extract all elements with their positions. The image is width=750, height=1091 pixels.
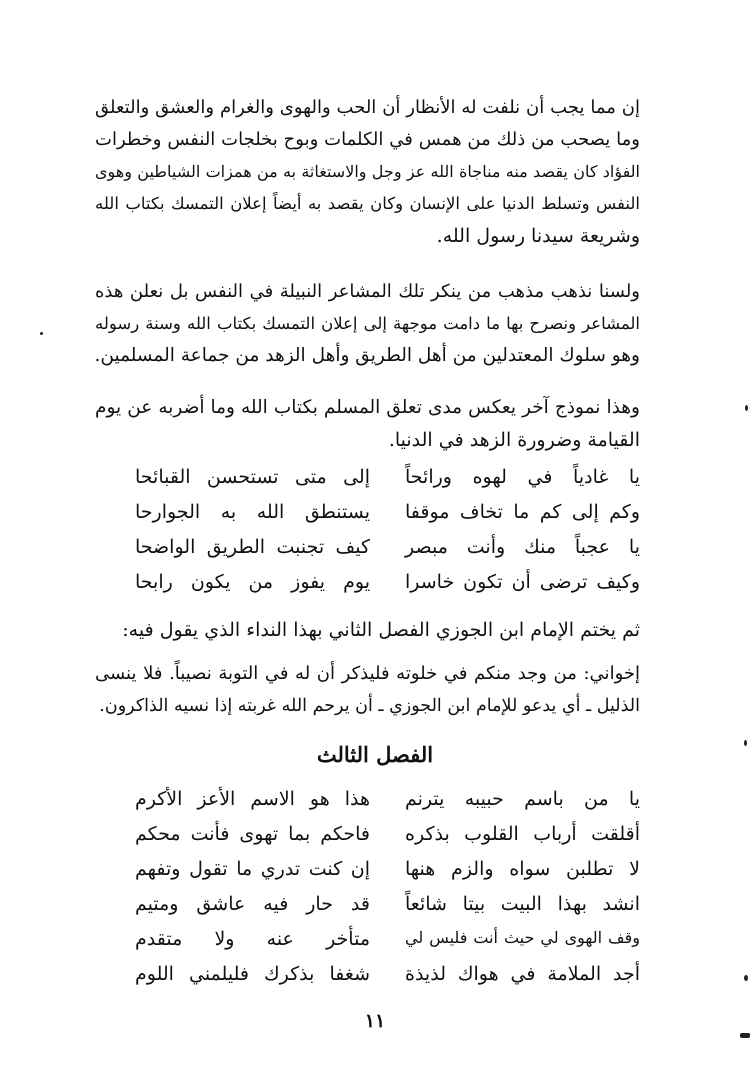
paragraph-line: الفؤاد كان يقصد منه مناجاة الله عز وجل والاستغاثة به من همزات الشياطين وهوى xyxy=(95,162,640,181)
verse-second-hemistich: فاحكم بما تهوى فأنت محكم xyxy=(135,823,370,845)
verse-first-hemistich: وقف الهوى لي حيث أنت فليس لي xyxy=(405,928,640,947)
verse-second-hemistich: كيف تجنبت الطريق الواضحا xyxy=(135,536,370,558)
scan-speck xyxy=(740,1033,750,1038)
verse-first-hemistich: وكيف ترضى أن تكون خاسرا xyxy=(405,571,640,593)
paragraph-line: ولسنا نذهب مذهب من ينكر تلك المشاعر النبيلة في النفس بل نعلن هذه xyxy=(95,281,640,302)
verse-second-hemistich: شغفا بذكرك فليلمني اللوم xyxy=(135,963,370,985)
verse-second-hemistich: هذا هو الاسم الأعز الأكرم xyxy=(135,788,370,810)
paragraph-1 xyxy=(95,92,640,252)
verse-second-hemistich: متأخر عنه ولا متقدم xyxy=(135,928,370,950)
verse-first-hemistich: أقلقت أرباب القلوب بذكره xyxy=(405,823,640,845)
verse-first-hemistich: يا عجباً منك وأنت مبصر xyxy=(405,536,640,558)
closing-intro xyxy=(95,614,640,646)
paragraph-line: إن مما يجب أن نلفت له الأنظار أن الحب والهوى والغرام والعشق والتعلق xyxy=(95,97,640,118)
poem-block-1 xyxy=(110,466,640,606)
paragraph-3 xyxy=(95,392,640,456)
paragraph-line: وهو سلوك المعتدلين من أهل الطريق وأهل الزهد من جماعة المسلمين. xyxy=(94,345,640,366)
section-title: الفصل الثالث xyxy=(316,742,434,767)
verse-first-hemistich: يا غادياً في لهوه ورائحاً xyxy=(405,466,640,488)
verse-row xyxy=(110,788,640,823)
paragraph-line: وشريعة سيدنا رسول الله. xyxy=(436,225,640,247)
paragraph-line: وهذا نموذج آخر يعكس مدى تعلق المسلم بكتاب الله وما أضربه عن يوم xyxy=(95,397,640,418)
verse-row xyxy=(110,536,640,571)
paragraph-line: المشاعر ونصرح بها ما دامت موجهة إلى إعلان التمسك بكتاب الله وسنة رسوله xyxy=(95,314,640,333)
poem-block-2 xyxy=(110,788,640,998)
verse-second-hemistich: إلى متى تستحسن القبائحا xyxy=(135,466,370,488)
verse-first-hemistich: لا تطلبن سواه والزم هنها xyxy=(405,858,640,880)
scan-speck xyxy=(744,975,748,981)
verse-row xyxy=(110,571,640,606)
paragraph-2 xyxy=(95,276,640,372)
verse-row xyxy=(110,928,640,963)
paragraph-line: الذليل ـ أي يدعو للإمام ابن الجوزي ـ أن يرحم الله غربته إذا نسيه الذاكرون. xyxy=(99,696,640,716)
scan-speck xyxy=(744,740,747,746)
closing-paragraph xyxy=(95,658,640,722)
verse-first-hemistich: يا من باسم حبيبه يترنم xyxy=(405,788,640,810)
verse-row xyxy=(110,823,640,858)
verse-row xyxy=(110,466,640,501)
paragraph-line: ثم يختم الإمام ابن الجوزي الفصل الثاني بهذا النداء الذي يقول فيه: xyxy=(122,619,640,641)
scan-speck xyxy=(745,405,748,411)
verse-first-hemistich: أجد الملامة في هواك لذيذة xyxy=(405,963,640,985)
verse-row xyxy=(110,893,640,928)
verse-second-hemistich: يستنطق الله به الجوارحا xyxy=(135,501,370,523)
paragraph-line: النفس وتسلط الدنيا على الإنسان وكان يقصد به أيضاً إعلان التمسك بكتاب الله xyxy=(95,194,640,213)
scan-speck xyxy=(40,332,43,335)
verse-second-hemistich: إن كنت تدري ما تقول وتفهم xyxy=(135,858,370,880)
page-number: ١١ xyxy=(364,1010,386,1032)
verse-row xyxy=(110,858,640,893)
verse-second-hemistich: يوم يفوز من يكون رابحا xyxy=(135,571,370,593)
verse-row xyxy=(110,963,640,998)
verse-first-hemistich: وكم إلى كم ما تخاف موقفا xyxy=(405,501,640,523)
verse-second-hemistich: قد حار فيه عاشق ومتيم xyxy=(135,893,370,915)
paragraph-line: القيامة وضرورة الزهد في الدنيا. xyxy=(388,429,640,451)
paragraph-line: وما يصحب من ذلك من همس في الكلمات وبوح بخلجات النفس وخطرات xyxy=(95,129,640,150)
verse-first-hemistich: انشد بهذا البيت بيتا شائعاً xyxy=(405,893,640,915)
verse-row xyxy=(110,501,640,536)
paragraph-line: إخواني: من وجد منكم في خلوته فليذكر أن له في التوبة نصيباً. فلا ينسى xyxy=(95,663,640,684)
